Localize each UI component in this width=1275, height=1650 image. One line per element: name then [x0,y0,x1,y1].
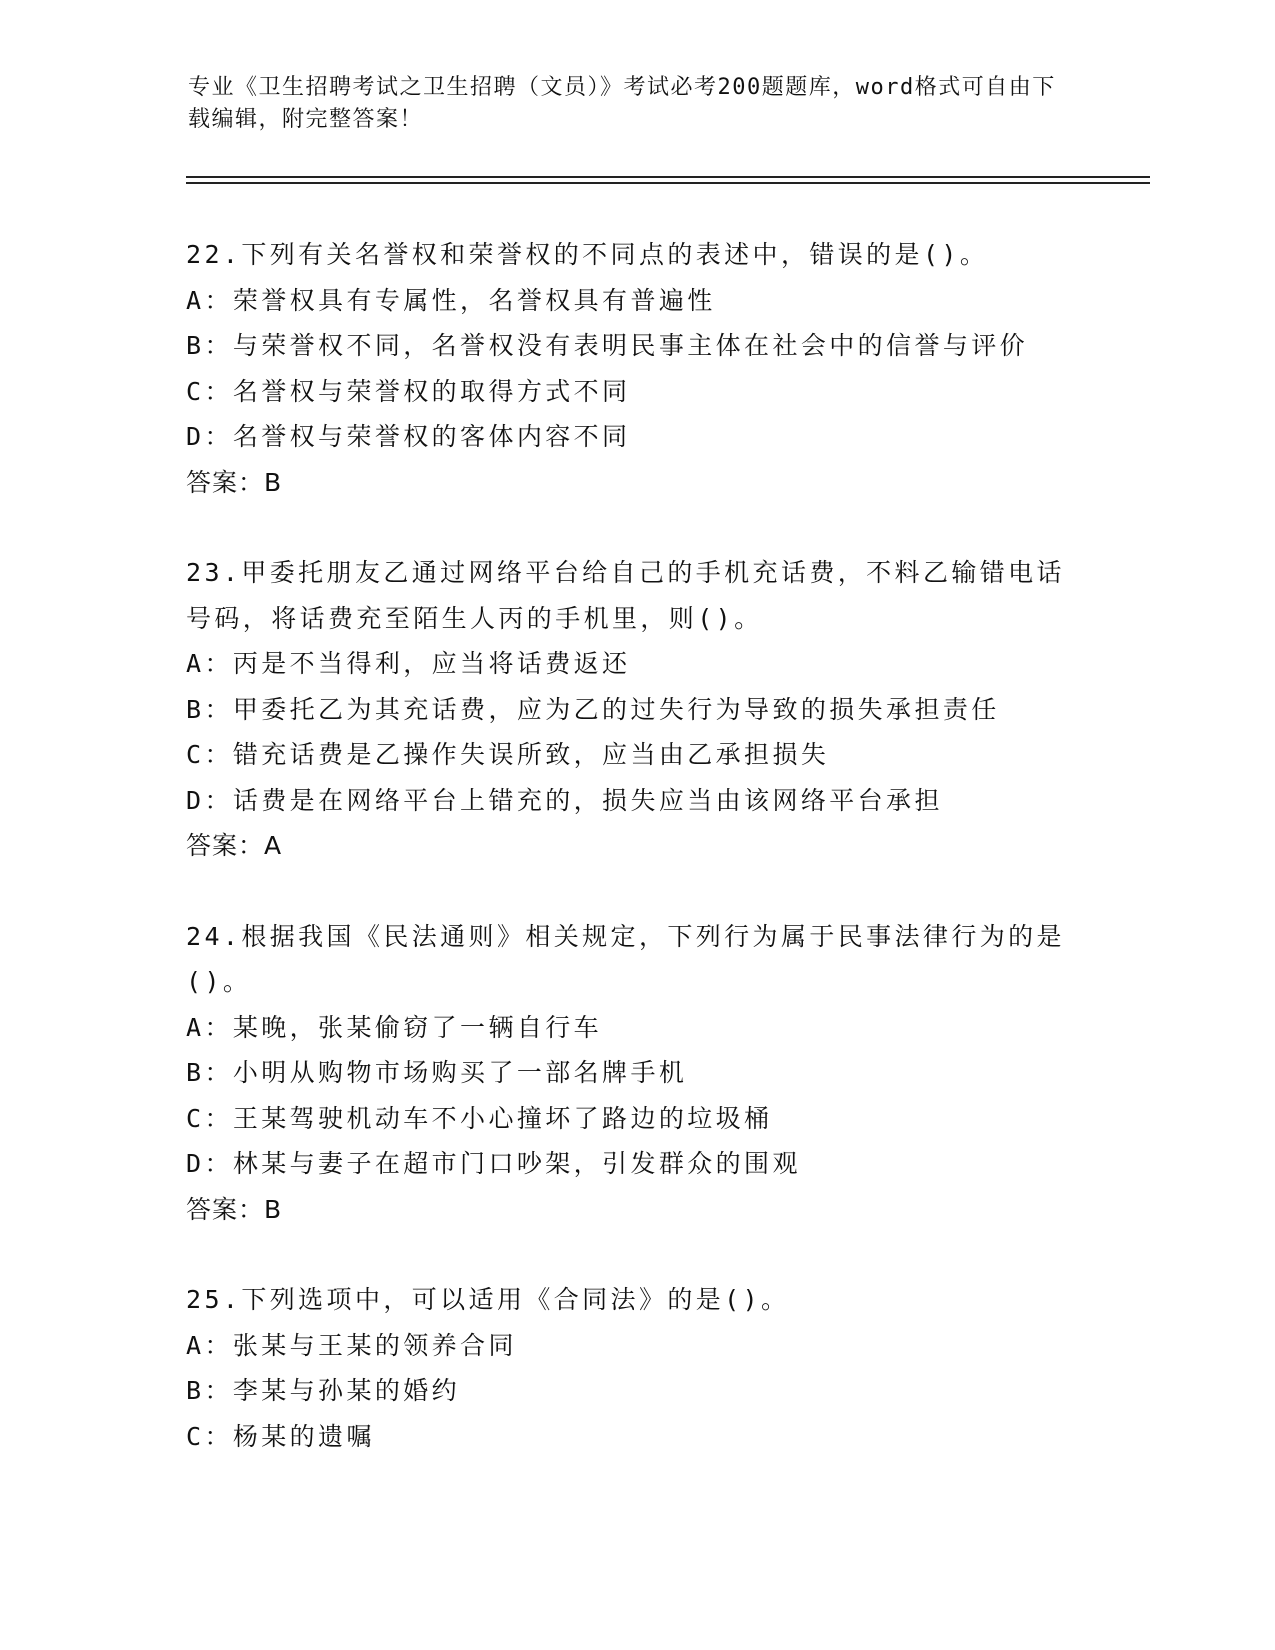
question-24 [186,914,1086,1233]
answer: 答案：B [186,1194,283,1224]
option-a: A：某晚，张某偷窃了一辆自行车 [186,1012,603,1042]
question-22 [186,232,1086,505]
option-b: B：小明从购物市场购买了一部名牌手机 [186,1058,688,1087]
answer: 答案：A [186,831,283,860]
option-d: D：名誉权与荣誉权的客体内容不同 [186,422,631,451]
option-b: B：李某与孙某的婚约 [186,1376,461,1405]
option-c: C：错充话费是乙操作失误所致，应当由乙承担损失 [186,740,830,769]
option-b: B：与荣誉权不同，名誉权没有表明民事主体在社会中的信誉与评价 [186,331,1029,360]
option-c: C：名誉权与荣誉权的取得方式不同 [186,376,631,406]
header-description: 专业《卫生招聘考试之卫生招聘（文员）》考试必考200题题库，word格式可自由下载编辑，附完整答案！ [188,75,1056,132]
question-25 [186,1277,1086,1459]
header-divider-top [186,176,1150,178]
question-text: 24.根据我国《民法通则》相关规定，下列行为属于民事法律行为的是()。 [186,921,1065,996]
option-c: C：杨某的遗嘱 [186,1421,375,1451]
question-text: 22.下列有关名誉权和荣誉权的不同点的表述中，错误的是()。 [186,240,989,269]
answer: 答案：B [186,467,283,497]
option-b: B：甲委托乙为其充话费，应为乙的过失行为导致的损失承担责任 [186,694,1000,724]
question-text: 25.下列选项中，可以适用《合同法》的是()。 [186,1285,790,1314]
question-list [186,232,1086,1504]
question-23 [186,550,1086,869]
option-d: D：林某与妻子在超市门口吵架，引发群众的围观 [186,1149,801,1178]
option-d: D：话费是在网络平台上错充的，损失应当由该网络平台承担 [186,785,943,815]
option-a: A：张某与王某的领养合同 [186,1330,517,1360]
option-a: A：荣誉权具有专属性，名誉权具有普遍性 [186,285,716,315]
option-a: A：丙是不当得利，应当将话费返还 [186,649,631,678]
question-text: 23.甲委托朋友乙通过网络平台给自己的手机充话费，不料乙输错电话号码，将话费充至陌生人丙的手机里，则()。 [186,558,1065,633]
option-c: C：王某驾驶机动车不小心撞坏了路边的垃圾桶 [186,1103,773,1133]
header-divider-bottom [186,182,1150,184]
